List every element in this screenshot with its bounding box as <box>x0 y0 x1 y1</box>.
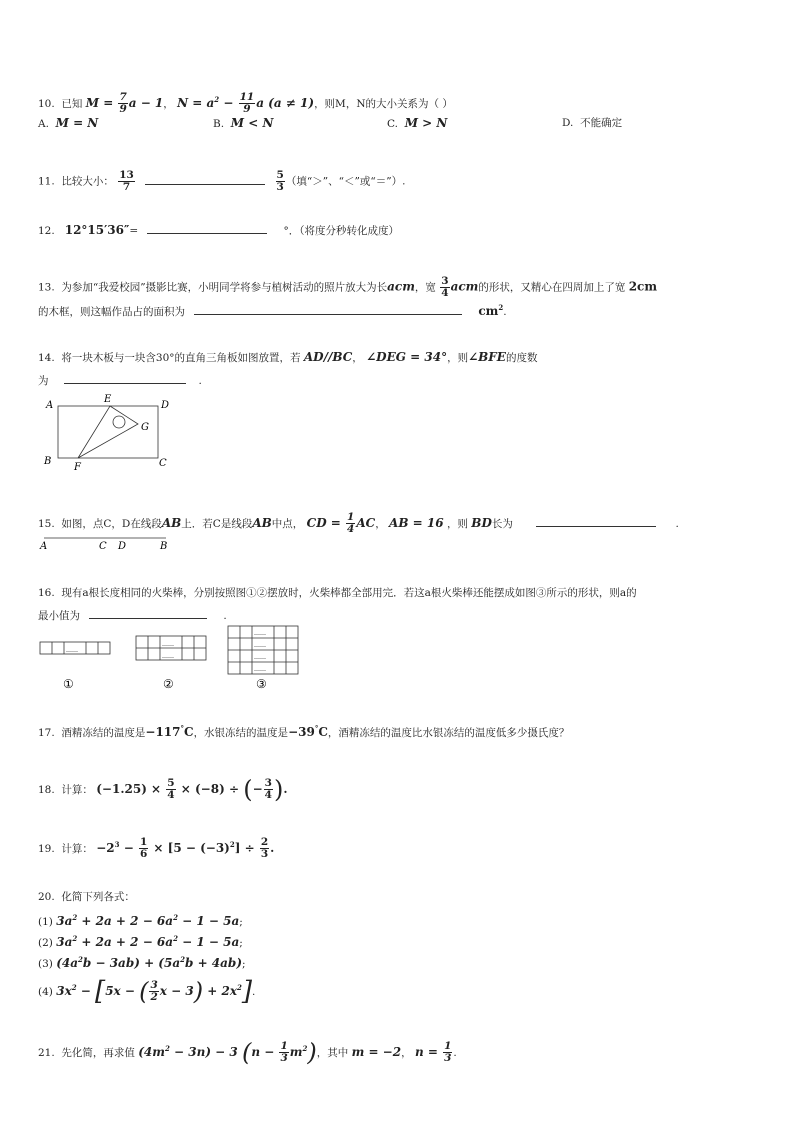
dots: …… <box>162 641 174 648</box>
option-b[interactable]: B. M < N <box>213 116 274 130</box>
fraction-5-3: $\frac{5}{3}$ <box>276 169 284 193</box>
answer-blank[interactable] <box>147 223 267 234</box>
answer-blank[interactable] <box>89 608 207 619</box>
q16-figures <box>38 624 308 694</box>
formula-n: $N = a^2$ − $\frac{11}{9}$ a (a ≠ 1) <box>177 91 315 115</box>
dots: …… <box>254 654 266 661</box>
label-a: A <box>40 541 48 552</box>
question-13-line2: 的木框，则这幅作品占的面积为 $cm^2$. <box>38 303 507 318</box>
question-14-line2: 为 . <box>38 375 202 387</box>
formula-m: M = $\frac{7}{9}$ a − 1 <box>85 91 164 115</box>
label-g: G <box>141 422 149 433</box>
question-16-line2: 最小值为 . <box>38 610 227 622</box>
question-15: 15. 如图，点C，D在线段AB上．若C是线段AB中点， CD = $\frac{1}{4}$ AC， AB = 16 ，则 BD长为 . <box>38 511 679 535</box>
q20-item-1: (1) $3a^2 + 2a + 2 - 6a^2 - 1 - 5a$; <box>38 913 243 928</box>
question-number: 11. <box>38 175 55 188</box>
option-a[interactable]: A. M = N <box>38 116 99 130</box>
option-c[interactable]: C. M > N <box>387 116 448 130</box>
q20-item-2: (2) $3a^2 + 2a + 2 - 6a^2 - 1 - 5a$; <box>38 934 243 949</box>
q15-figure <box>38 532 178 552</box>
unit-cm2: $cm^2$ <box>478 303 504 318</box>
option-d[interactable]: D. 不能确定 <box>562 117 623 129</box>
label-c: C <box>159 458 167 469</box>
question-number: 19. <box>38 843 55 855</box>
answer-blank[interactable] <box>64 373 186 384</box>
dots: …… <box>66 647 78 654</box>
dots: …… <box>254 666 266 673</box>
q20-item-3: (3) $(4a^2b - 3ab) + (5a^2b + 4ab)$; <box>38 955 246 970</box>
question-number: 16. <box>38 587 55 599</box>
label-c: C <box>99 541 107 552</box>
question-number: 12. <box>38 225 55 237</box>
question-number: 17. <box>38 727 55 739</box>
answer-blank[interactable] <box>536 516 656 527</box>
label-e: E <box>104 394 112 405</box>
question-16: 16. 现有a根长度相同的火柴棒，分别按照图①②摆放时，火柴棒都全部用完．若这a根火柴棒还能摆成如图③所示的形状，则a的 <box>38 587 637 599</box>
label-d: D <box>161 400 170 411</box>
figure-label-2: ② <box>163 677 174 691</box>
question-17: 17. 酒精冻结的温度是−117°C，水银冻结的温度是−39°C，酒精冻结的温度比水银冻结的温度低多少摄氏度？ <box>38 724 570 739</box>
question-21: 21. 先化简，再求值 $(4m^2 - 3n) - 3$ (n − $\frac{1}{3}$ $m^2$)，其中 m = −2， n = $\frac{1}{3}$ . <box>38 1038 457 1067</box>
label-b: B <box>160 541 168 552</box>
q20-item-4: (4) $3x^2 - [5x$ − ( $\frac{3}{2}$ $x - 3) + 2x^2$]. <box>38 976 256 1007</box>
fraction-13-7: $\frac{13}{7}$ <box>119 169 134 193</box>
answer-blank[interactable] <box>194 304 462 315</box>
angle-value: 12°15′36″ <box>64 223 130 237</box>
q14-figure <box>38 394 178 474</box>
figure-label-3: ③ <box>256 677 267 691</box>
question-number: 14. <box>38 352 55 364</box>
question-13: 13. 为参加“我爱校园”摄影比赛，小明同学将参与植树活动的照片放大为长acm，宽 $\frac{3}{4}$ acm的形状，又精心在四周加上了宽 2cm <box>38 275 658 299</box>
dots: …… <box>162 653 174 660</box>
question-number: 21. <box>38 1047 55 1059</box>
question-10-options <box>38 116 738 130</box>
dots: …… <box>254 642 266 649</box>
question-19: 19. 计算： $-2^3$ − $\frac{1}{6}$ × $[5 - (-3)^2]$ ÷ $\frac{2}{3}$ . <box>38 836 275 860</box>
label-b: B <box>44 456 52 467</box>
figure-label-1: ① <box>63 677 74 691</box>
question-12: 12. 12°15′36″= °．（将度分秒转化成度） <box>38 223 399 237</box>
answer-blank[interactable] <box>145 174 265 185</box>
question-number: 10. <box>38 98 55 110</box>
question-number: 20. <box>38 891 55 903</box>
label-d: D <box>118 541 127 552</box>
dots: …… <box>254 630 266 637</box>
question-number: 18. <box>38 784 55 796</box>
label-f: F <box>74 462 81 473</box>
question-14: 14. 将一块木板与一块含30°的直角三角板如图放置，若 AD//BC， ∠DEG = 34°，则∠BFE的度数 <box>38 350 538 364</box>
question-20: 20. 化简下列各式： <box>38 891 135 903</box>
question-number: 13. <box>38 281 55 294</box>
question-11: 11. 比较大小： $\frac{13}{7}$ $\frac{5}{3}$ （填“＞”、“＜”或“＝”）. <box>38 169 406 193</box>
question-10: 10. 已知 M = $\frac{7}{9}$ a − 1， $N = a^2$ − $\frac{11}{9}$ a (a ≠ 1)，则M，N的大小关系为（ ） <box>38 91 453 115</box>
label-a: A <box>46 400 54 411</box>
question-number: 15. <box>38 518 55 530</box>
question-18: 18. 计算： (−1.25) × $\frac{5}{4}$ × (−8) ÷ (− $\frac{3}{4}$ ). <box>38 775 288 804</box>
